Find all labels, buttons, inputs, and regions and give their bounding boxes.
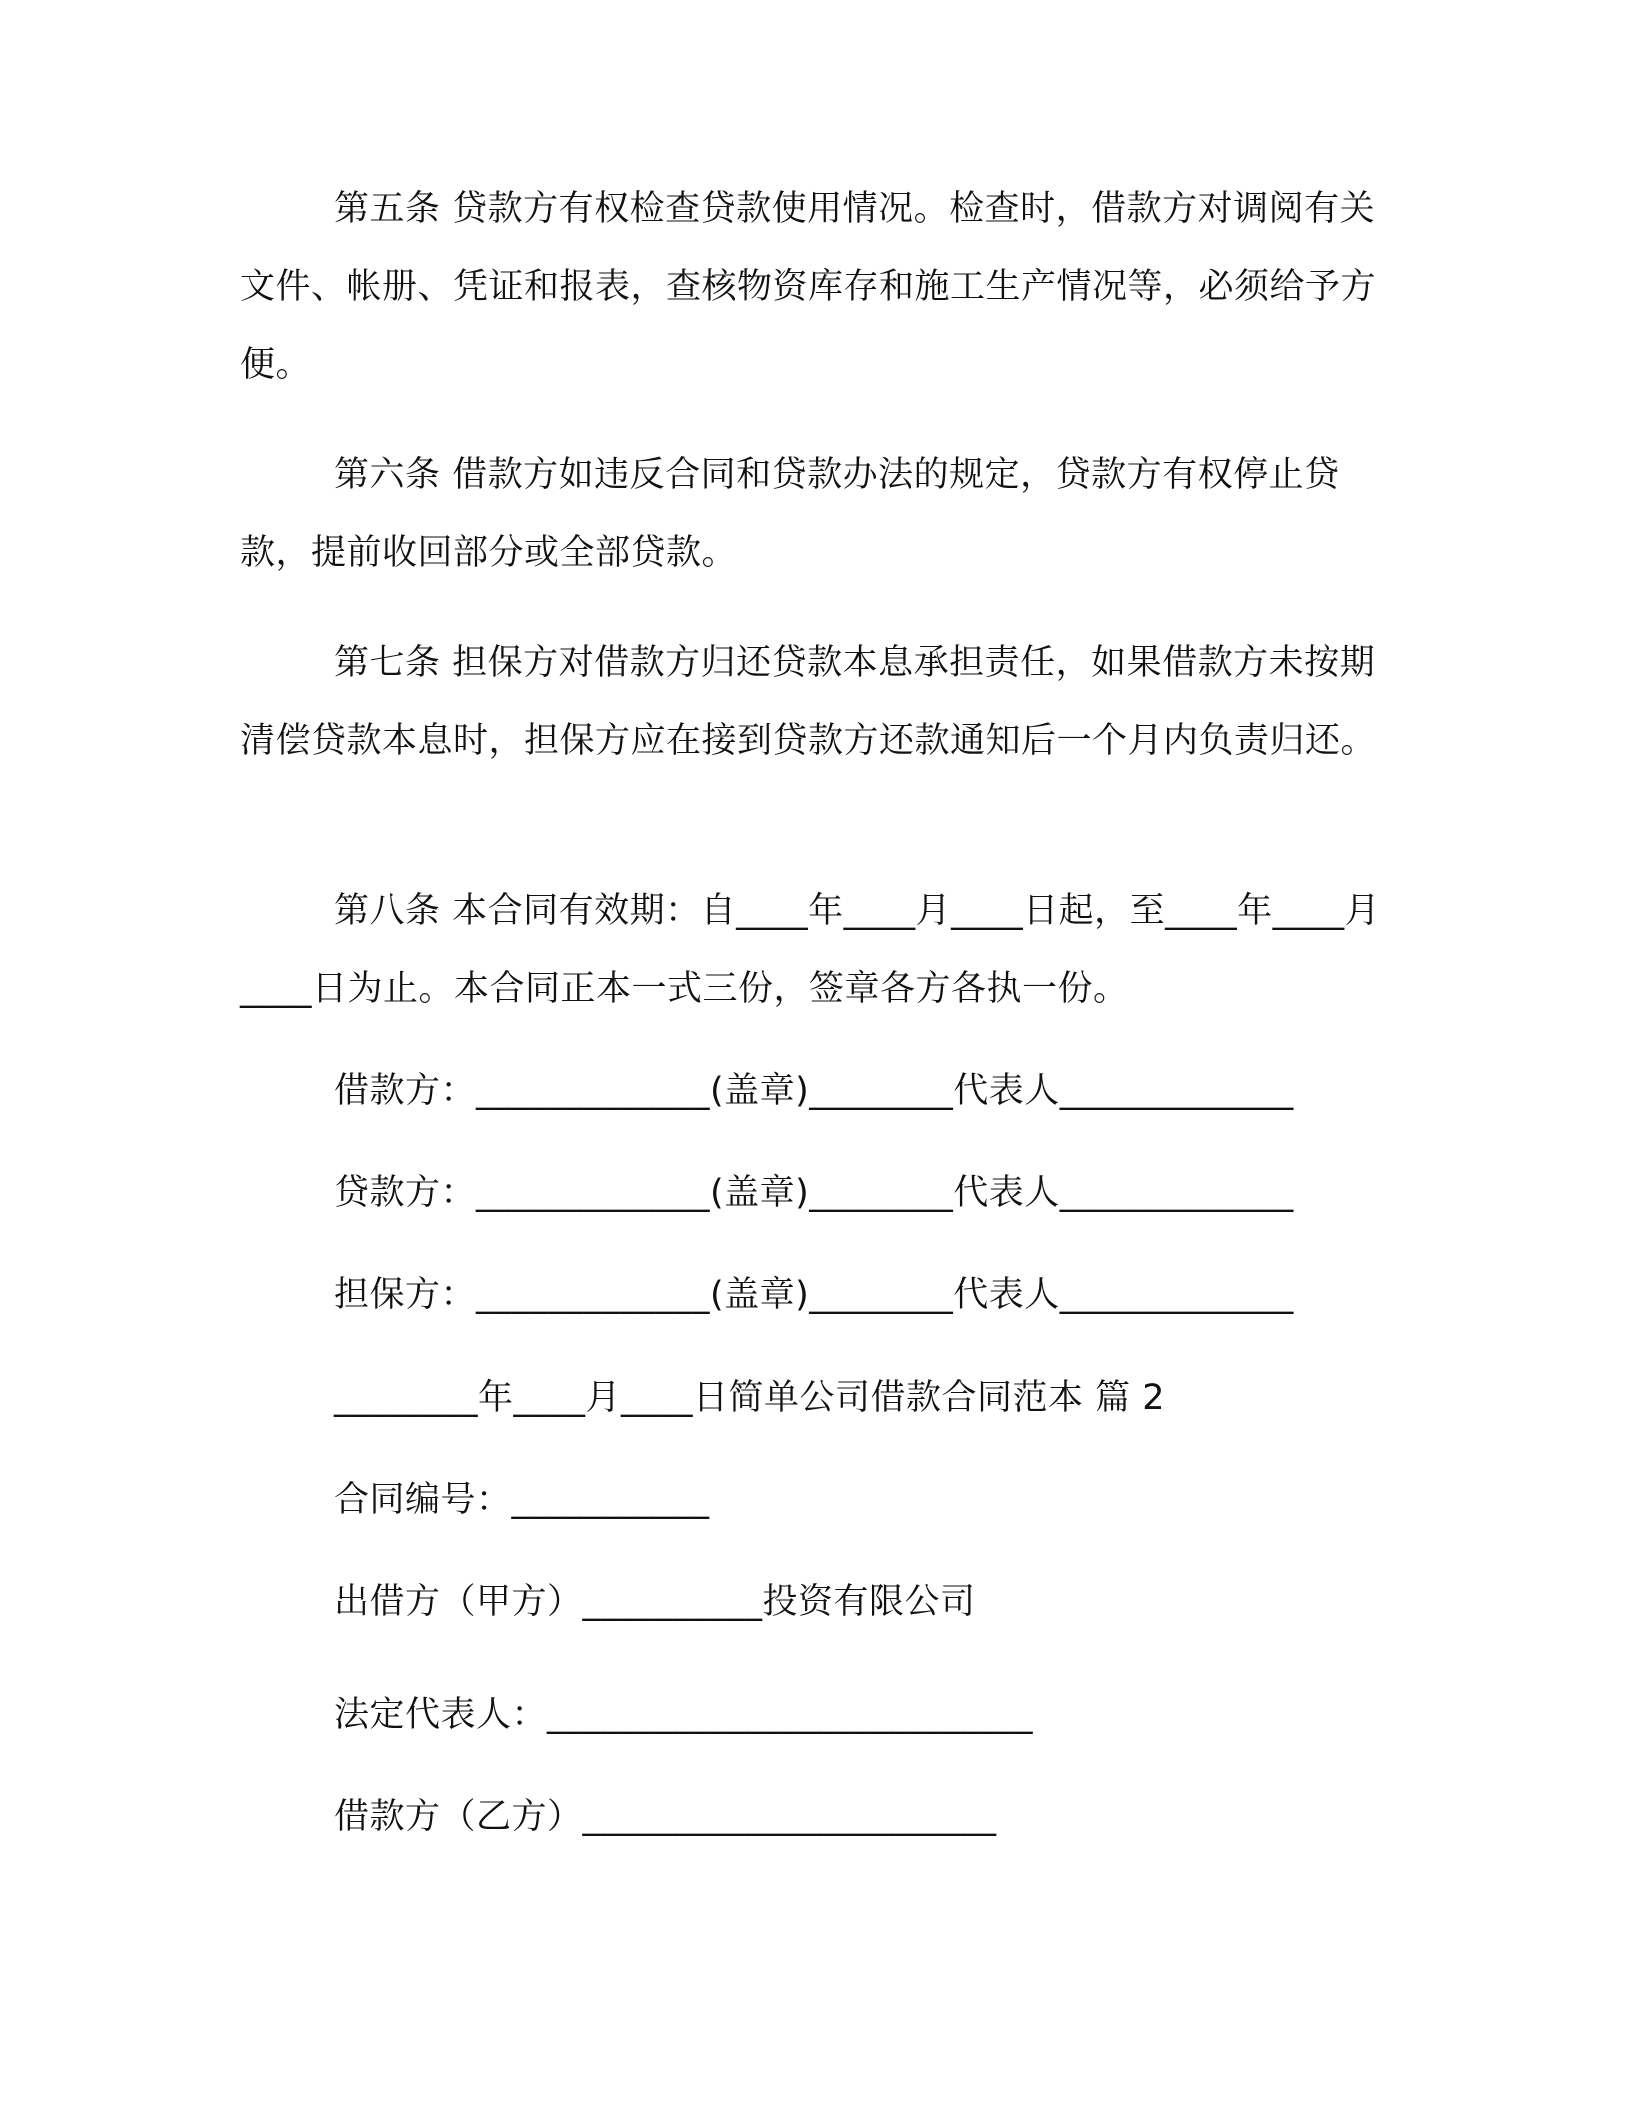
party-a-lender-line: 出借方（甲方）__________投资有限公司 [334, 1582, 976, 1622]
legal-representative-line: 法定代表人：___________________________ [334, 1695, 1034, 1735]
party-b-borrower-line: 借款方（乙方）_______________________ [334, 1797, 997, 1837]
lender-signature-line: 贷款方：_____________(盖章)________代表人_____________ [334, 1173, 1294, 1213]
contract-number-line: 合同编号：___________ [334, 1480, 710, 1520]
article-5-paragraph: 第五条 贷款方有权检查贷款使用情况。检查时，借款方对调阅有关文件、帐册、凭证和报表，查核物资库存和施工生产情况等，必须给予方便。 [240, 189, 1377, 385]
article-6-paragraph: 第六条 借款方如违反合同和贷款办法的规定，贷款方有权停止贷款，提前收回部分或全部贷款。 [240, 455, 1340, 573]
date-and-section-title: ________年____月____日简单公司借款合同范本 篇 2 [334, 1378, 1166, 1418]
guarantor-signature-line: 担保方：_____________(盖章)________代表人_____________ [334, 1275, 1294, 1315]
article-8-paragraph: 第八条 本合同有效期：自____年____月____日起，至____年____月____日为止。本合同正本一式三份，签章各方各执一份。 [240, 891, 1381, 1009]
article-7-paragraph: 第七条 担保方对借款方归还贷款本息承担责任，如果借款方未按期清偿贷款本息时，担保方应在接到贷款方还款通知后一个月内负责归还。 [240, 643, 1377, 761]
borrower-signature-line: 借款方：_____________(盖章)________代表人_____________ [334, 1071, 1294, 1111]
